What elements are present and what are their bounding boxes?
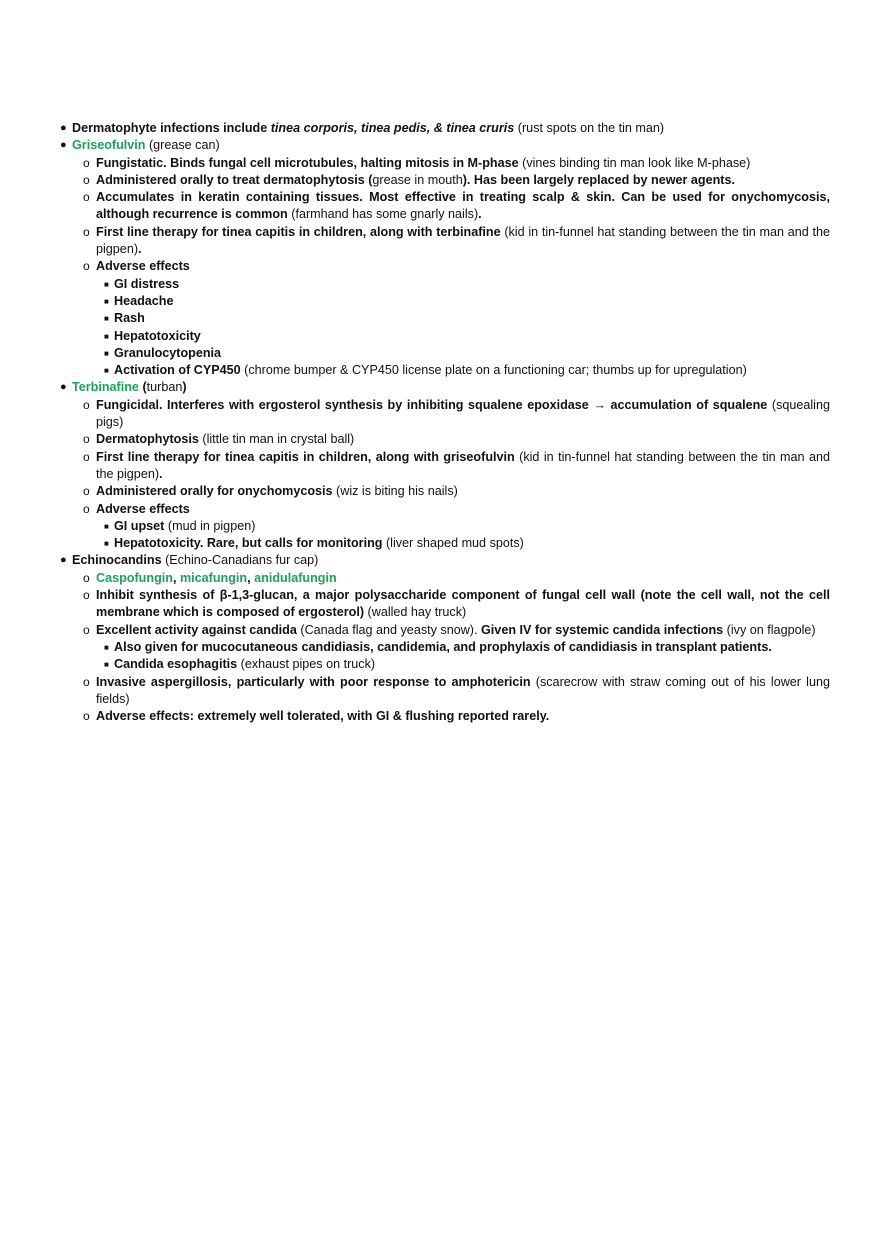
text-run: Adverse effects: extremely well tolerated, with GI & flushing reported rarely. bbox=[96, 709, 550, 724]
bullet-dot-icon: ● bbox=[60, 139, 67, 152]
bullet-circle-icon: o bbox=[83, 259, 90, 274]
bullet-square-icon: ■ bbox=[104, 314, 109, 324]
text-run: Given IV for systemic candida infections bbox=[481, 622, 724, 637]
text-run: (squealing pigs) bbox=[96, 397, 830, 430]
list-item-level-3 bbox=[60, 362, 830, 379]
text-run: Hepatotoxicity bbox=[114, 328, 201, 343]
list-item-level-3 bbox=[60, 345, 830, 362]
drug-name: anidulafungin bbox=[254, 570, 337, 585]
item-text bbox=[114, 293, 830, 310]
notes-body bbox=[60, 120, 830, 725]
text-run: Hepatotoxicity. Rare, but calls for monitoring bbox=[114, 536, 383, 551]
text-run: First line therapy for tinea capitis in children, along with terbinafine bbox=[96, 224, 501, 239]
list-item-level-2 bbox=[60, 708, 830, 725]
text-run: Fungicidal. Interferes with ergosterol synthesis by inhibiting squalene epoxidase → accumulation of squalene bbox=[96, 397, 768, 412]
list-item-level-2 bbox=[60, 570, 830, 587]
bullet-outline bbox=[60, 120, 830, 725]
text-run: (chrome bumper & CYP450 license plate on a functioning car; thumbs up for upregulation) bbox=[240, 363, 747, 378]
item-text bbox=[96, 172, 830, 189]
text-run: . bbox=[138, 242, 142, 257]
text-run: . bbox=[159, 466, 163, 481]
text-run: Rash bbox=[114, 311, 145, 326]
bullet-circle-icon: o bbox=[83, 501, 90, 516]
list-item-level-1 bbox=[60, 137, 830, 154]
list-item-level-2 bbox=[60, 155, 830, 172]
item-text bbox=[96, 501, 830, 518]
item-text bbox=[96, 397, 830, 432]
text-run: Invasive aspergillosis, particularly with poor response to amphotericin bbox=[96, 674, 531, 689]
text-run: tinea corporis, tinea pedis, & tinea cruris bbox=[270, 121, 515, 135]
text-run: (kid in tin-funnel hat standing between the tin man and the pigpen) bbox=[96, 449, 830, 481]
bullet-square-icon: ■ bbox=[104, 539, 109, 549]
bullet-circle-icon: o bbox=[83, 622, 90, 637]
text-run: Echinocandins bbox=[72, 553, 162, 568]
text-run: Excellent activity against candida bbox=[96, 622, 297, 637]
list-item-level-2 bbox=[60, 501, 830, 518]
bullet-circle-icon: o bbox=[83, 397, 90, 412]
list-item-level-2 bbox=[60, 622, 830, 639]
item-text bbox=[96, 483, 830, 500]
text-run: grease in mouth bbox=[372, 172, 463, 187]
bullet-circle-icon: o bbox=[83, 674, 90, 689]
text-run: Also given for mucocutaneous candidiasis, candidemia, and prophylaxis of candidiasis in transplant patients. bbox=[114, 639, 772, 654]
bullet-square-icon: ■ bbox=[104, 521, 109, 531]
item-text bbox=[114, 656, 830, 673]
bullet-square-icon: ■ bbox=[104, 348, 109, 358]
item-text bbox=[72, 120, 830, 137]
item-text bbox=[72, 137, 830, 154]
text-run: . bbox=[478, 207, 482, 222]
list-item-level-2 bbox=[60, 449, 830, 484]
text-run: (wiz is biting his nails) bbox=[332, 484, 458, 499]
list-item-level-2 bbox=[60, 587, 830, 622]
bullet-square-icon: ■ bbox=[104, 296, 109, 306]
bullet-square-icon: ■ bbox=[104, 642, 109, 652]
drug-name: Griseofulvin bbox=[72, 138, 146, 153]
text-run: (kid in tin-funnel hat standing between the tin man and the pigpen) bbox=[96, 224, 830, 257]
text-run: (scarecrow with straw coming out of his lower lung fields) bbox=[96, 674, 830, 706]
text-run: Dermatophyte infections include bbox=[72, 121, 271, 135]
text-run: Dermatophytosis bbox=[96, 432, 199, 447]
bullet-circle-icon: o bbox=[83, 588, 90, 603]
item-text bbox=[96, 258, 830, 275]
bullet-dot-icon: ● bbox=[60, 122, 67, 134]
text-run: (little tin man in crystal ball) bbox=[198, 432, 355, 447]
text-run: (walled hay truck) bbox=[364, 605, 467, 620]
item-text bbox=[96, 622, 830, 639]
text-run: ). Has been largely replaced by newer agents. bbox=[462, 172, 736, 187]
list-item-level-2 bbox=[60, 258, 830, 275]
text-run: (mud in pigpen) bbox=[164, 518, 256, 533]
bullet-square-icon: ■ bbox=[104, 366, 109, 376]
item-text bbox=[96, 449, 830, 484]
list-item-level-3 bbox=[60, 293, 830, 310]
text-run: GI distress bbox=[114, 276, 180, 291]
item-text bbox=[114, 639, 830, 656]
list-item-level-3 bbox=[60, 518, 830, 535]
text-run: , bbox=[247, 570, 255, 585]
item-text bbox=[96, 224, 830, 259]
bullet-circle-icon: o bbox=[83, 224, 90, 239]
list-item-level-3 bbox=[60, 535, 830, 552]
item-text bbox=[96, 155, 830, 172]
text-run: ( bbox=[138, 380, 147, 395]
text-run: Adverse effects bbox=[96, 259, 190, 274]
text-run: First line therapy for tinea capitis in children, along with griseofulvin bbox=[96, 449, 515, 464]
bullet-circle-icon: o bbox=[83, 484, 90, 499]
list-item-level-2 bbox=[60, 224, 830, 259]
list-item-level-2 bbox=[60, 172, 830, 189]
list-item-level-3 bbox=[60, 656, 830, 673]
item-text bbox=[96, 431, 830, 448]
list-item-level-2 bbox=[60, 674, 830, 709]
bullet-square-icon: ■ bbox=[104, 660, 109, 670]
item-text bbox=[96, 189, 830, 224]
bullet-circle-icon: o bbox=[83, 570, 90, 585]
item-text bbox=[96, 708, 830, 725]
bullet-circle-icon: o bbox=[83, 190, 90, 205]
item-text bbox=[114, 345, 830, 362]
list-item-level-3 bbox=[60, 639, 830, 656]
text-run: (liver shaped mud spots) bbox=[382, 536, 524, 551]
bullet-circle-icon: o bbox=[83, 172, 90, 187]
list-item-level-3 bbox=[60, 328, 830, 345]
text-run: Candida esophagitis bbox=[114, 657, 238, 672]
text-run: Inhibit synthesis of β-1,3-glucan, a major polysaccharide component of fungal cell wall (note the cell wall, not the cell membrane which is composed of ergosterol) bbox=[96, 588, 830, 620]
drug-name: micafungin bbox=[179, 570, 248, 585]
bullet-circle-icon: o bbox=[83, 709, 90, 724]
item-text bbox=[114, 535, 830, 552]
text-run: , bbox=[172, 570, 180, 585]
bullet-circle-icon: o bbox=[83, 432, 90, 447]
bullet-circle-icon: o bbox=[83, 155, 90, 170]
text-run: ) bbox=[182, 380, 187, 395]
text-run: GI upset bbox=[114, 518, 165, 533]
list-item-level-2 bbox=[60, 397, 830, 432]
item-text bbox=[96, 674, 830, 709]
list-item-level-1 bbox=[60, 379, 830, 396]
drug-name: Caspofungin bbox=[96, 570, 173, 585]
text-run: Granulocytopenia bbox=[114, 345, 222, 360]
item-text bbox=[114, 518, 830, 535]
text-run: Activation of CYP450 bbox=[114, 363, 241, 378]
text-run: (Canada flag and yeasty snow). bbox=[296, 622, 482, 637]
item-text bbox=[72, 552, 830, 569]
text-run: Administered orally for onychomycosis bbox=[96, 484, 333, 499]
list-item-level-1 bbox=[60, 120, 830, 137]
text-run: (exhaust pipes on truck) bbox=[237, 657, 376, 672]
drug-name: Terbinafine bbox=[72, 380, 139, 395]
text-run: (farmhand has some gnarly nails) bbox=[287, 207, 479, 222]
text-run: (grease can) bbox=[145, 138, 220, 153]
bullet-square-icon: ■ bbox=[104, 331, 109, 341]
item-text bbox=[96, 587, 830, 622]
text-run: Headache bbox=[114, 293, 174, 308]
text-run: Administered orally to treat dermatophytosis ( bbox=[96, 172, 373, 187]
text-run: Accumulates in keratin containing tissues. Most effective in treating scalp & skin. Can be used for onychomycosis, although recurrence is common bbox=[96, 190, 830, 222]
text-run: (Echino-Canadians fur cap) bbox=[161, 553, 319, 568]
item-text bbox=[72, 379, 830, 396]
text-run: turban bbox=[146, 380, 183, 395]
list-item-level-1 bbox=[60, 552, 830, 569]
bullet-dot-icon: ● bbox=[60, 554, 67, 567]
item-text bbox=[114, 362, 830, 379]
bullet-circle-icon: o bbox=[83, 449, 90, 464]
text-run: (rust spots on the tin man) bbox=[514, 121, 665, 135]
list-item-level-2 bbox=[60, 483, 830, 500]
item-text bbox=[114, 310, 830, 327]
list-item-level-3 bbox=[60, 310, 830, 327]
bullet-square-icon: ■ bbox=[104, 279, 109, 289]
list-item-level-2 bbox=[60, 189, 830, 224]
list-item-level-3 bbox=[60, 276, 830, 293]
text-run: (ivy on flagpole) bbox=[723, 622, 816, 637]
list-item-level-2 bbox=[60, 431, 830, 448]
item-text bbox=[114, 276, 830, 293]
text-run: (vines binding tin man look like M-phase) bbox=[518, 155, 751, 170]
item-text bbox=[96, 570, 830, 587]
text-run: Fungistatic. Binds fungal cell microtubules, halting mitosis in M-phase bbox=[96, 155, 519, 170]
bullet-dot-icon: ● bbox=[60, 381, 67, 394]
item-text bbox=[114, 328, 830, 345]
text-run: Adverse effects bbox=[96, 501, 190, 516]
